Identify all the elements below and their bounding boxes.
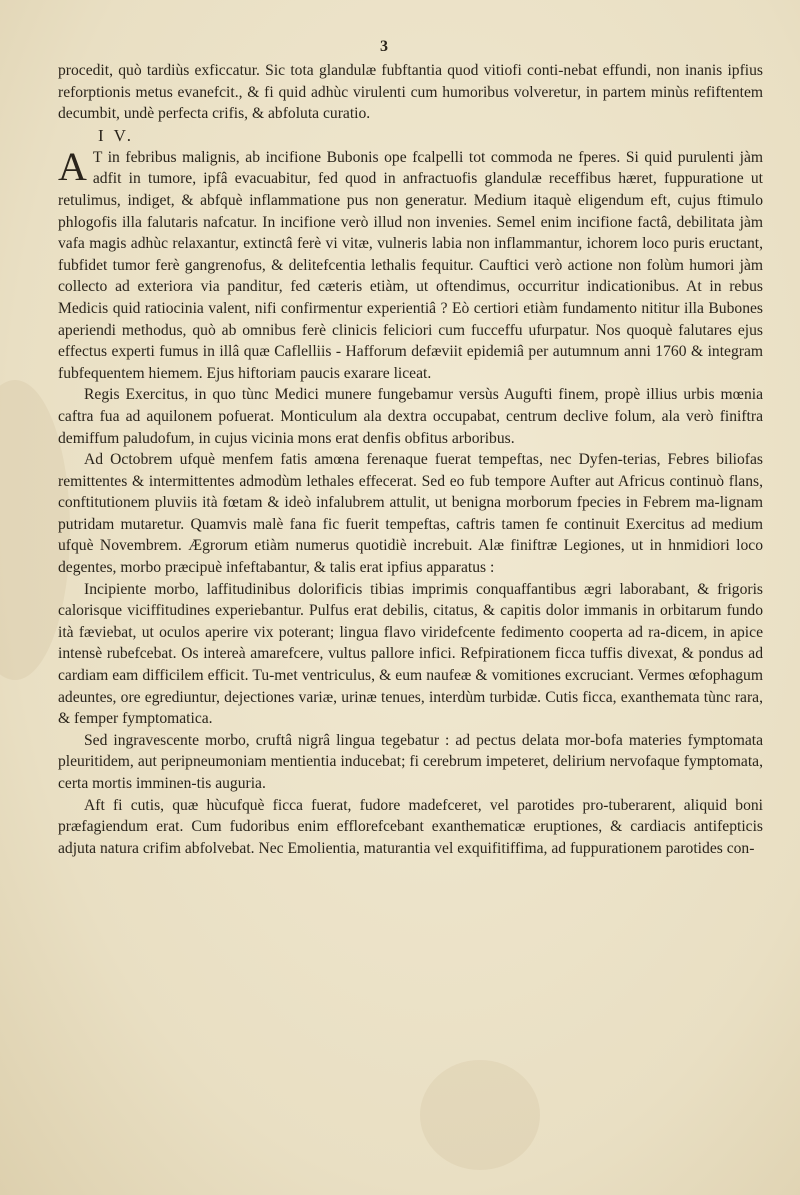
- paragraph: Incipiente morbo, laffitudinibus dolorificis tibias imprimis conquaffantibus ægri laborabant, & frigoris calorisque viciffitudines experiebantur. Pulfus erat debilis, citatus, & capitis dolor immanis in orbitarum fundo ità fæviebat, ut oculos aperire vix poterant; lingua flavo viridefcente fedimento cooperta ad ra-dicem, in apice intensè rubefcebat. Os intereà amarefcere, vultus pallore infici. Refpirationem ficca tuffis divexat, & pondus ad cardiam eam difficilem efficit. Tu-met ventriculus, & eum naufeæ & vomitiones excruciant. Vermes œfophagum adeuntes, ore egrediuntur, dejectiones variæ, urinæ tenues, interdùm turbidæ. Cutis ficca, exanthemata tùnc rara, & femper fymptomatica.: [58, 580, 763, 728]
- paragraph: Aft fi cutis, quæ hùcufquè ficca fuerat, fudore madefceret, vel parotides pro-tuberarent, aliquid boni præfagiendum erat. Cum fudoribus enim efflorefcebant exanthematicæ eruptiones, & cardiacis antifepticis adjuta natura crifim abfolvebat. Nec Emolientia, maturantia vel exquifitiffima, ad fuppurationem parotides con-: [58, 796, 763, 857]
- paper-stain: [420, 1060, 540, 1170]
- paragraph: Regis Exercitus, in quo tùnc Medici munere fungebamur versùs Augufti finem, propè illius urbis mœnia caftra fua ad aquilonem pofuerat. Monticulum ala dextra occupabat, centrum declive folum, ala verò finiftra demiffum paludofum, in cujus vicinia mons erat denfis obfitus arboribus.: [58, 386, 763, 447]
- paragraph: [58, 143, 763, 385]
- paragraph: Ad Octobrem ufquè menfem fatis amœna ferenaque fuerat tempeftas, nec Dyfen-terias, Febres biliofas remittentes & intermittentes admodùm lethales effecerat. Sed eo fub tempore Aufter aut Africus continuò flans, conftitutionem pluviis ità fœtam & ideò infalubrem attulit, ut benigna morborum fpecies in Febrem ma-lignam putridam mutaretur. Quamvis malè fana fic fuerit tempeftas, caftris tamen fe continuit Exercitus ad medium ufquè Novembrem. Ægrorum etiàm numerus quotidiè increbuit. Alæ finiftræ Legiones, ut in hnmidiori loco degentes, morbo præcipuè infeftabantur, & talis erat ipfius apparatus :: [58, 451, 763, 577]
- paragraph: procedit, quò tardiùs exficcatur. Sic tota glandulæ fubftantia quod vitiofi conti-nebat effundi, non inanis ipfius reforptionis metus evanefcit., & fi quid adhùc virulenti cum humoribus volveretur, in partem minùs refiftentem decumbit, undè perfecta crifis, & abfoluta curatio.: [58, 62, 763, 123]
- drop-cap: A: [58, 143, 87, 189]
- page-number: 3: [380, 38, 388, 55]
- section-heading: I V.: [98, 125, 134, 145]
- body-text: [58, 60, 763, 859]
- paragraph: Sed ingravescente morbo, cruftâ nigrâ lingua tegebatur : ad pectus delata mor-bofa materies fymptomata pleuritidem, aut peripneumoniam mentientia inducebat; fi cerebrum impeteret, delirium nervofaque fymptomata, certa mortis imminen-tis auguria.: [58, 731, 763, 792]
- paragraph-text: T in febribus malignis, ab incifione Bubonis ope fcalpelli tot commoda ne fperes. Si quid purulenti jàm adfit in tumore, ipfâ evacuabitur, fed quod in anfractuofis glandulæ receffibus hæret, fuppuratione ut retulimus, indiget, & abfquè inflammatione pus non generatur. Medium itaquè eligendum eft, cujus ftimulo phlogofis illa falutaris nafcatur. In incifione verò illud non invenies. Semel enim incifione factâ, debilitata jàm vafa magis adhùc relaxantur, extinctâ ferè vi vitæ, vulneris labia non inflammantur, ichorem loco puris eructant, fubfidet tumor ferè gangrenofus, & delitefcentia lethalis fequitur. Cauftici verò actione non folùm humori jàm collecto ad exteriora via panditur, fed cæteris etiàm, ut oftendimus, occurritur indicationibus. At in rebus Medicis quid ratiocinia valent, nifi confirmentur experientiâ ? Eò certiori etiàm fundamento nititur illa Bubones aperiendi methodus, quò ab omnibus ferè clinicis feliciori cum fucceffu ufurpatur. Nos quoquè falutares ejus effectus experti fumus in illâ quæ Caflelliis - Hafforum defæviit epidemiâ per autumnum anni 1760 & integram fubfequentem hiemem. Ejus hiftoriam paucis exarare liceat.: [58, 148, 763, 382]
